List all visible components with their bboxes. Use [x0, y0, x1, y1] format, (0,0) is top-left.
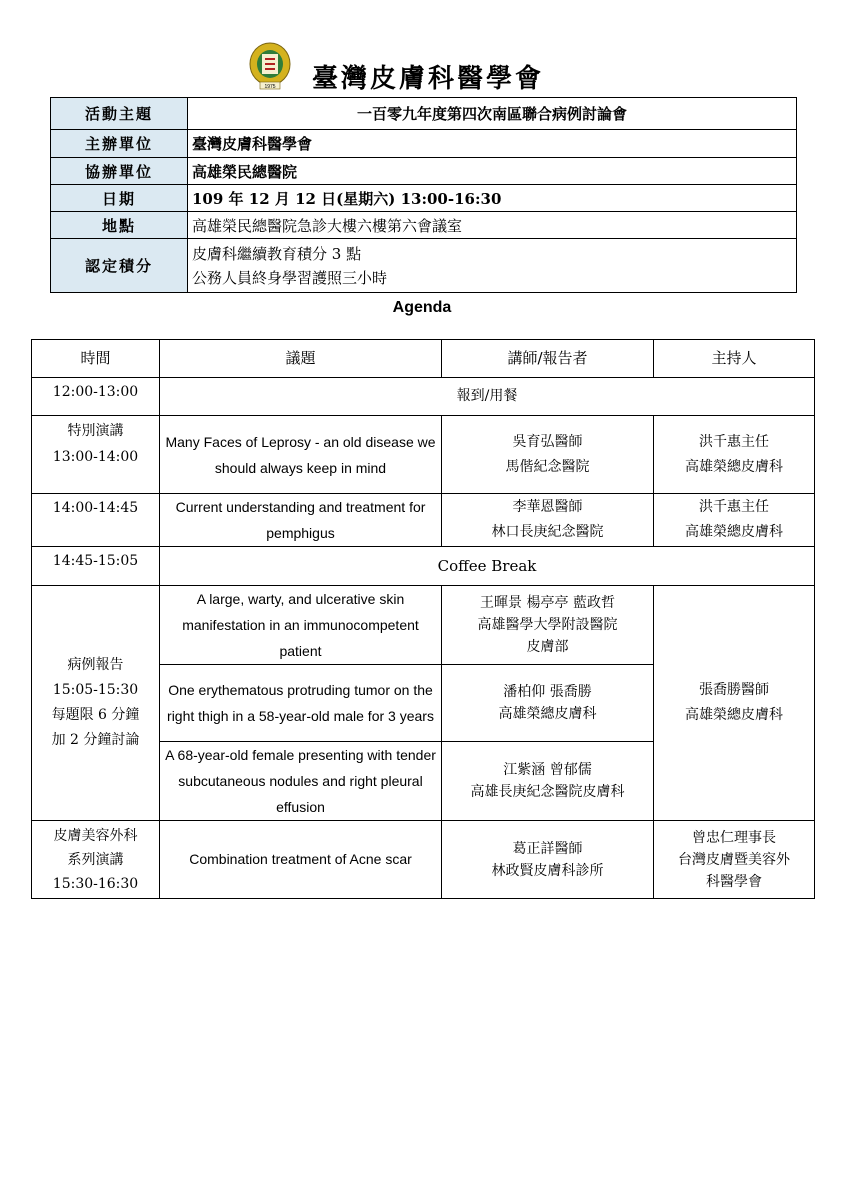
registration-row: [32, 378, 815, 416]
case1-speakers: 王暉景 楊亭亭 藍政哲: [480, 595, 615, 611]
case1-department: 皮膚部: [526, 639, 569, 655]
venue-label: 地點: [51, 212, 188, 239]
session2-row: [32, 494, 815, 547]
cosmetic-series-label: 系列演講: [67, 851, 124, 868]
agenda-table: [31, 339, 815, 899]
special-topic: Many Faces of Leprosy - an old disease we should always keep in mind: [160, 416, 442, 494]
cosmetic-speaker: 葛正詳醫師: [512, 840, 583, 857]
case3-speakers: 江紫涵 曾郁儒: [503, 762, 592, 778]
session2-topic: Current understanding and treatment for pemphigus: [160, 494, 442, 547]
special-time: 13:00-14:00: [52, 449, 139, 465]
cases-moderator: 張喬勝醫師: [699, 682, 769, 698]
society-logo: [248, 42, 292, 90]
cosmetic-topic: Combination treatment of Acne scar: [160, 821, 442, 899]
host-label: 主辦單位: [51, 130, 188, 158]
header-moderator: 主持人: [654, 340, 815, 378]
cosmetic-lecture-row: [32, 821, 815, 899]
session2-moderator-affiliation: 高雄榮總皮膚科: [685, 524, 783, 540]
case1-topic: A large, warty, and ulcerative skin manifestation in an immunocompetent patient: [160, 586, 442, 665]
topic-value: 一百零九年度第四次南區聯合病例討論會: [188, 98, 797, 130]
cosmetic-moderator: 曾忠仁理事長: [692, 829, 776, 846]
cosmetic-speaker-affiliation: 林政賢皮膚科診所: [491, 862, 604, 879]
info-row-date: [51, 185, 797, 212]
header-time: 時間: [32, 340, 160, 378]
page-header: [248, 40, 544, 92]
credits-line-2: 公務人員終身學習護照三小時: [192, 268, 388, 287]
case2-speakers: 潘柏仰 張喬勝: [503, 684, 592, 700]
cosmetic-moderator-affiliation-1: 台灣皮膚暨美容外: [678, 851, 790, 868]
case2-affiliation: 高雄榮總皮膚科: [498, 706, 597, 722]
session2-speaker-affiliation: 林口長庚紀念醫院: [491, 524, 604, 540]
case-report-row-1: [32, 586, 815, 665]
host-value: 臺灣皮膚科醫學會: [188, 130, 797, 158]
cosmetic-time: 15:30-16:30: [52, 875, 139, 892]
cohost-label: 協辦單位: [51, 158, 188, 185]
cases-moderator-affiliation: 高雄榮總皮膚科: [685, 707, 783, 723]
agenda-header-row: [32, 340, 815, 378]
info-row-credits: [51, 239, 797, 293]
session2-speaker: 李華恩醫師: [512, 499, 583, 515]
info-row-topic: [51, 98, 797, 130]
registration-time: 12:00-13:00: [32, 378, 160, 416]
date-label: 日期: [51, 185, 188, 212]
special-lecture-row: [32, 416, 815, 494]
credits-line-1: 皮膚科繼續教育積分 3 點: [192, 244, 362, 263]
special-time-label: 特別演講: [67, 423, 124, 439]
cases-limit: 每題限 6 分鐘: [51, 707, 140, 723]
special-moderator: 洪千惠主任: [699, 433, 769, 450]
event-info-table: [50, 97, 797, 293]
cases-discussion: 加 2 分鐘討論: [51, 732, 140, 748]
cosmetic-moderator-affiliation-2: 科醫學會: [706, 873, 762, 890]
case2-topic: One erythematous protruding tumor on the right thigh in a 58-year-old male for 3 years: [160, 665, 442, 742]
cases-time-label: 病例報告: [67, 657, 124, 673]
case3-topic: A 68-year-old female presenting with tender subcutaneous nodules and right pleural effusion: [160, 742, 442, 821]
coffee-break-row: [32, 547, 815, 586]
header-speaker: 講師/報告者: [442, 340, 654, 378]
info-row-host: [51, 130, 797, 158]
topic-label: 活動主題: [51, 98, 188, 130]
venue-value: 高雄榮民總醫院急診大樓六樓第六會議室: [188, 212, 797, 239]
logo-year: 1975: [264, 84, 276, 90]
date-value: 109 年 12 月 12 日(星期六) 13:00-16:30: [188, 185, 797, 212]
coffee-time: 14:45-15:05: [32, 547, 160, 586]
cases-time: 15:05-15:30: [52, 682, 139, 698]
special-moderator-affiliation: 高雄榮總皮膚科: [685, 458, 783, 475]
case1-affiliation: 高雄醫學大學附設醫院: [477, 617, 618, 633]
society-name: 臺灣皮膚科醫學會: [312, 63, 545, 94]
special-speaker: 吳育弘醫師: [512, 433, 583, 450]
session2-time: 14:00-14:45: [32, 494, 160, 547]
info-row-venue: [51, 212, 797, 239]
case3-affiliation: 高雄長庚紀念醫院皮膚科: [470, 784, 625, 800]
credits-label: 認定積分: [51, 239, 188, 293]
special-speaker-affiliation: 馬偕紀念醫院: [505, 458, 590, 475]
cohost-value: 高雄榮民總醫院: [188, 158, 797, 185]
cosmetic-time-label: 皮膚美容外科: [53, 827, 138, 844]
header-topic: 議題: [160, 340, 442, 378]
info-row-cohost: [51, 158, 797, 185]
registration-text: 報到/用餐: [160, 378, 815, 416]
coffee-text: Coffee Break: [160, 547, 815, 586]
session2-moderator: 洪千惠主任: [699, 499, 769, 515]
agenda-title: Agenda: [392, 299, 452, 316]
